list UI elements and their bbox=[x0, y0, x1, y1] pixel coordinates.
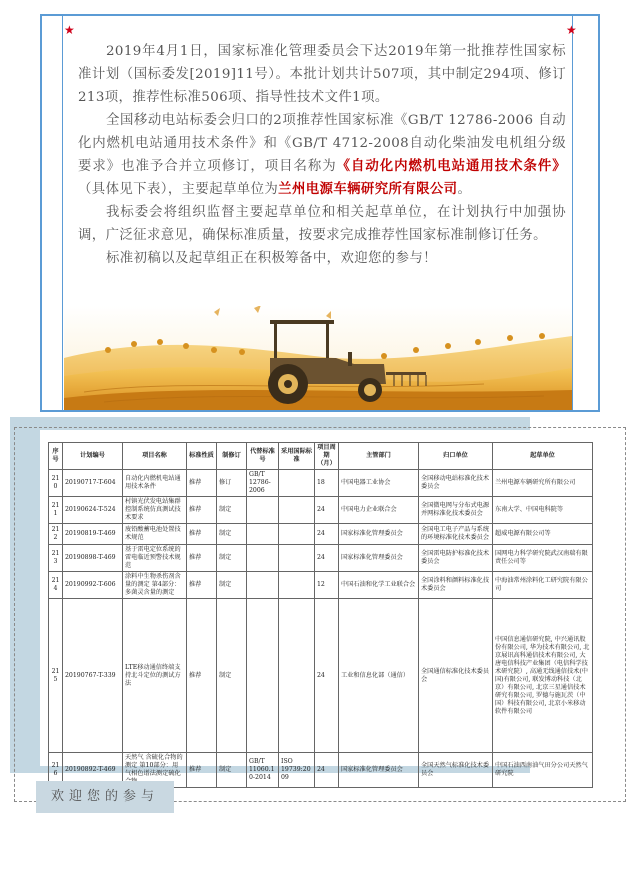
table-cell: 制定 bbox=[217, 524, 247, 545]
table-cell: 推荐 bbox=[187, 524, 217, 545]
table-cell bbox=[247, 524, 279, 545]
col-tc: 归口单位 bbox=[419, 443, 493, 470]
table-cell: 国家标准化管理委员会 bbox=[339, 524, 419, 545]
table-cell: 210 bbox=[49, 470, 63, 497]
table-cell: 制定 bbox=[217, 545, 247, 572]
table-cell: 24 bbox=[315, 753, 339, 788]
notice-paragraph-1: 2019年4月1日，国家标准化管理委员会下达2019年第一批推荐性国家标准计划（国标委发[2019]11号）。本批计划共计507项，其中制定294项、修订213项，推荐性标准506项、指导性技术文件1项。 bbox=[78, 44, 566, 105]
table-cell bbox=[279, 524, 315, 545]
table-cell: 推荐 bbox=[187, 545, 217, 572]
table-cell: 推荐 bbox=[187, 599, 217, 753]
drafting-org: 兰州电源车辆研究所有限公司 bbox=[278, 181, 458, 197]
table-cell: 推荐 bbox=[187, 470, 217, 497]
table-row bbox=[49, 572, 593, 599]
standards-plan-table bbox=[48, 442, 593, 788]
table-cell: 24 bbox=[315, 524, 339, 545]
table-cell: 中国电力企业联合会 bbox=[339, 497, 419, 524]
table-cell: 制定 bbox=[217, 599, 247, 753]
table-cell: 全国天然气标准化技术委员会 bbox=[419, 753, 493, 788]
project-name: 《自动化内燃机电站通用技术条件》 bbox=[336, 158, 566, 174]
table-cell: 推荐 bbox=[187, 753, 217, 788]
table-row bbox=[49, 497, 593, 524]
star-icon-right: ★ bbox=[566, 23, 577, 37]
col-no: 序号 bbox=[49, 443, 63, 470]
col-intl: 采用国际标准 bbox=[279, 443, 315, 470]
table-cell bbox=[247, 497, 279, 524]
table-cell: LTE移动通信终端支持北斗定位的测试方法 bbox=[123, 599, 187, 753]
table-cell: 村镇光伏发电站集群控制系统仿真测试技术要求 bbox=[123, 497, 187, 524]
table-cell: 自动化内燃机电站通用技术条件 bbox=[123, 470, 187, 497]
table-cell: 中国石油西南油气田分公司天然气研究院 bbox=[493, 753, 593, 788]
star-icon-left: ★ bbox=[64, 23, 75, 37]
table-cell: 全国微电网与分布式电源并网标准化技术委员会 bbox=[419, 497, 493, 524]
table-cell: GB/T 12786-2006 bbox=[247, 470, 279, 497]
table-row bbox=[49, 599, 593, 753]
notice-paragraph-2: 全国移动电站标委会归口的2项推荐性国家标准《GB/T 12786-2006 自动化内燃机电站通用技术条件》和《GB/T 4712-2008自动化柴油发电机组分级要求》也准予合并立项修订，项目名称为《自动化内燃机电站通用技术条件》（具体见下表），主要起草单位为兰州电源车辆研究所有限公司。 bbox=[78, 113, 566, 197]
table-cell: 中国信息通信研究院, 中兴通讯股份有限公司, 华为技术有限公司, 北京展讯高科通信技术有限公司, 大唐电信科技产业集团（电信科学技术研究院）, 高通无线通信技术(中国)有限公司, 联发博动科技（北京）有限公司, 北京三星通信技术研究有限公司, 罗德与施瓦茨（中国）科技有限公司, 北京小米移动软件有限公司 bbox=[493, 599, 593, 753]
table-cell: 全国雷电防护标准化技术委员会 bbox=[419, 545, 493, 572]
table-cell: 20190898-T-469 bbox=[63, 545, 123, 572]
table-cell bbox=[279, 545, 315, 572]
welcome-banner: 欢迎您的参与 bbox=[36, 781, 174, 813]
table-cell: 214 bbox=[49, 572, 63, 599]
table-cell: 天然气 含硫化合物的测定 第10部分：用气相色谱法测定硫化 bbox=[123, 753, 187, 788]
tractor-illustration bbox=[64, 306, 572, 410]
table-cell: 制定 bbox=[217, 753, 247, 788]
col-nature: 标准性质 bbox=[187, 443, 217, 470]
col-name: 项目名称 bbox=[123, 443, 187, 470]
table-cell: 12 bbox=[315, 572, 339, 599]
table-cell: 全国通信标准化技术委员会 bbox=[419, 599, 493, 753]
col-drafter: 起草单位 bbox=[493, 443, 593, 470]
table-cell bbox=[247, 545, 279, 572]
table-row bbox=[49, 524, 593, 545]
table-cell: 工业和信息化部（通信） bbox=[339, 599, 419, 753]
table-cell: 基于雷电定位系统的雷电临近预警技术规范 bbox=[123, 545, 187, 572]
table-cell: 24 bbox=[315, 599, 339, 753]
table-cell: 全国电工电子产品与系统的环境标准化技术委员会 bbox=[419, 524, 493, 545]
table-cell bbox=[279, 572, 315, 599]
table-cell: 213 bbox=[49, 545, 63, 572]
table-header-row bbox=[49, 443, 593, 470]
notice-paragraph-3: 我标委会将组织监督主要起草单位和相关起草单位，在计划执行中加强协调，广泛征求意见，确保标准质量，按要求完成推荐性国家标准制修订任务。 bbox=[78, 205, 566, 243]
table-cell: 制定 bbox=[217, 572, 247, 599]
table-cell: 国家标准化管理委员会 bbox=[339, 753, 419, 788]
col-cycle: 项目周期（月） bbox=[315, 443, 339, 470]
notice-paragraph-4: 标准初稿以及起草组正在积极筹备中，欢迎您的参与！ bbox=[106, 251, 437, 266]
table-cell: 制定 bbox=[217, 497, 247, 524]
table-cell: 东南大学、中国电科院等 bbox=[493, 497, 593, 524]
col-type: 制修订 bbox=[217, 443, 247, 470]
table-cell: 中国电器工业协会 bbox=[339, 470, 419, 497]
table-cell: 24 bbox=[315, 497, 339, 524]
table-cell: GB/T 11060.10-2014 bbox=[247, 753, 279, 788]
table-cell: 212 bbox=[49, 524, 63, 545]
table-cell: 20190892-T-469 bbox=[63, 753, 123, 788]
table-cell bbox=[279, 470, 315, 497]
table-cell: 兰州电源车辆研究所有限公司 bbox=[493, 470, 593, 497]
table-cell: 18 bbox=[315, 470, 339, 497]
table-cell: 修订 bbox=[217, 470, 247, 497]
table-cell: 涂料中生物杀伤剂含量的测定 第4部分：多菌灵含量的测定 bbox=[123, 572, 187, 599]
table-cell: 20190992-T-606 bbox=[63, 572, 123, 599]
table-cell: 中海油常州涂料化工研究院有限公司 bbox=[493, 572, 593, 599]
table-cell: 超威电源有限公司等 bbox=[493, 524, 593, 545]
table-cell: 全国移动电站标准化技术委员会 bbox=[419, 470, 493, 497]
table-cell: 211 bbox=[49, 497, 63, 524]
notice-text bbox=[78, 40, 566, 270]
table-cell: 24 bbox=[315, 545, 339, 572]
table-row bbox=[49, 545, 593, 572]
table-cell bbox=[247, 572, 279, 599]
table-cell: 20190717-T-604 bbox=[63, 470, 123, 497]
plan-table-card bbox=[40, 430, 602, 781]
table-cell bbox=[279, 497, 315, 524]
table-cell: ISO 19739:2009 bbox=[279, 753, 315, 788]
table-cell: 推荐 bbox=[187, 497, 217, 524]
table-cell: 国家标准化管理委员会 bbox=[339, 545, 419, 572]
table-cell: 20190624-T-524 bbox=[63, 497, 123, 524]
table-cell: 20190767-T-339 bbox=[63, 599, 123, 753]
table-cell: 215 bbox=[49, 599, 63, 753]
table-cell: 216 bbox=[49, 753, 63, 788]
table-cell: 国网电力科学研究院武汉南瑞有限责任公司等 bbox=[493, 545, 593, 572]
table-cell: 推荐 bbox=[187, 572, 217, 599]
table-cell: 20190819-T-469 bbox=[63, 524, 123, 545]
col-replace: 代替标准号 bbox=[247, 443, 279, 470]
table-row bbox=[49, 470, 593, 497]
col-plan: 计划编号 bbox=[63, 443, 123, 470]
table-cell bbox=[247, 599, 279, 753]
table-cell: 废铅酸蓄电池处置技术规范 bbox=[123, 524, 187, 545]
table-cell: 全国涂料和颜料标准化技术委员会 bbox=[419, 572, 493, 599]
table-cell: 中国石油和化学工业联合会 bbox=[339, 572, 419, 599]
col-dept: 主管部门 bbox=[339, 443, 419, 470]
table-cell bbox=[279, 599, 315, 753]
